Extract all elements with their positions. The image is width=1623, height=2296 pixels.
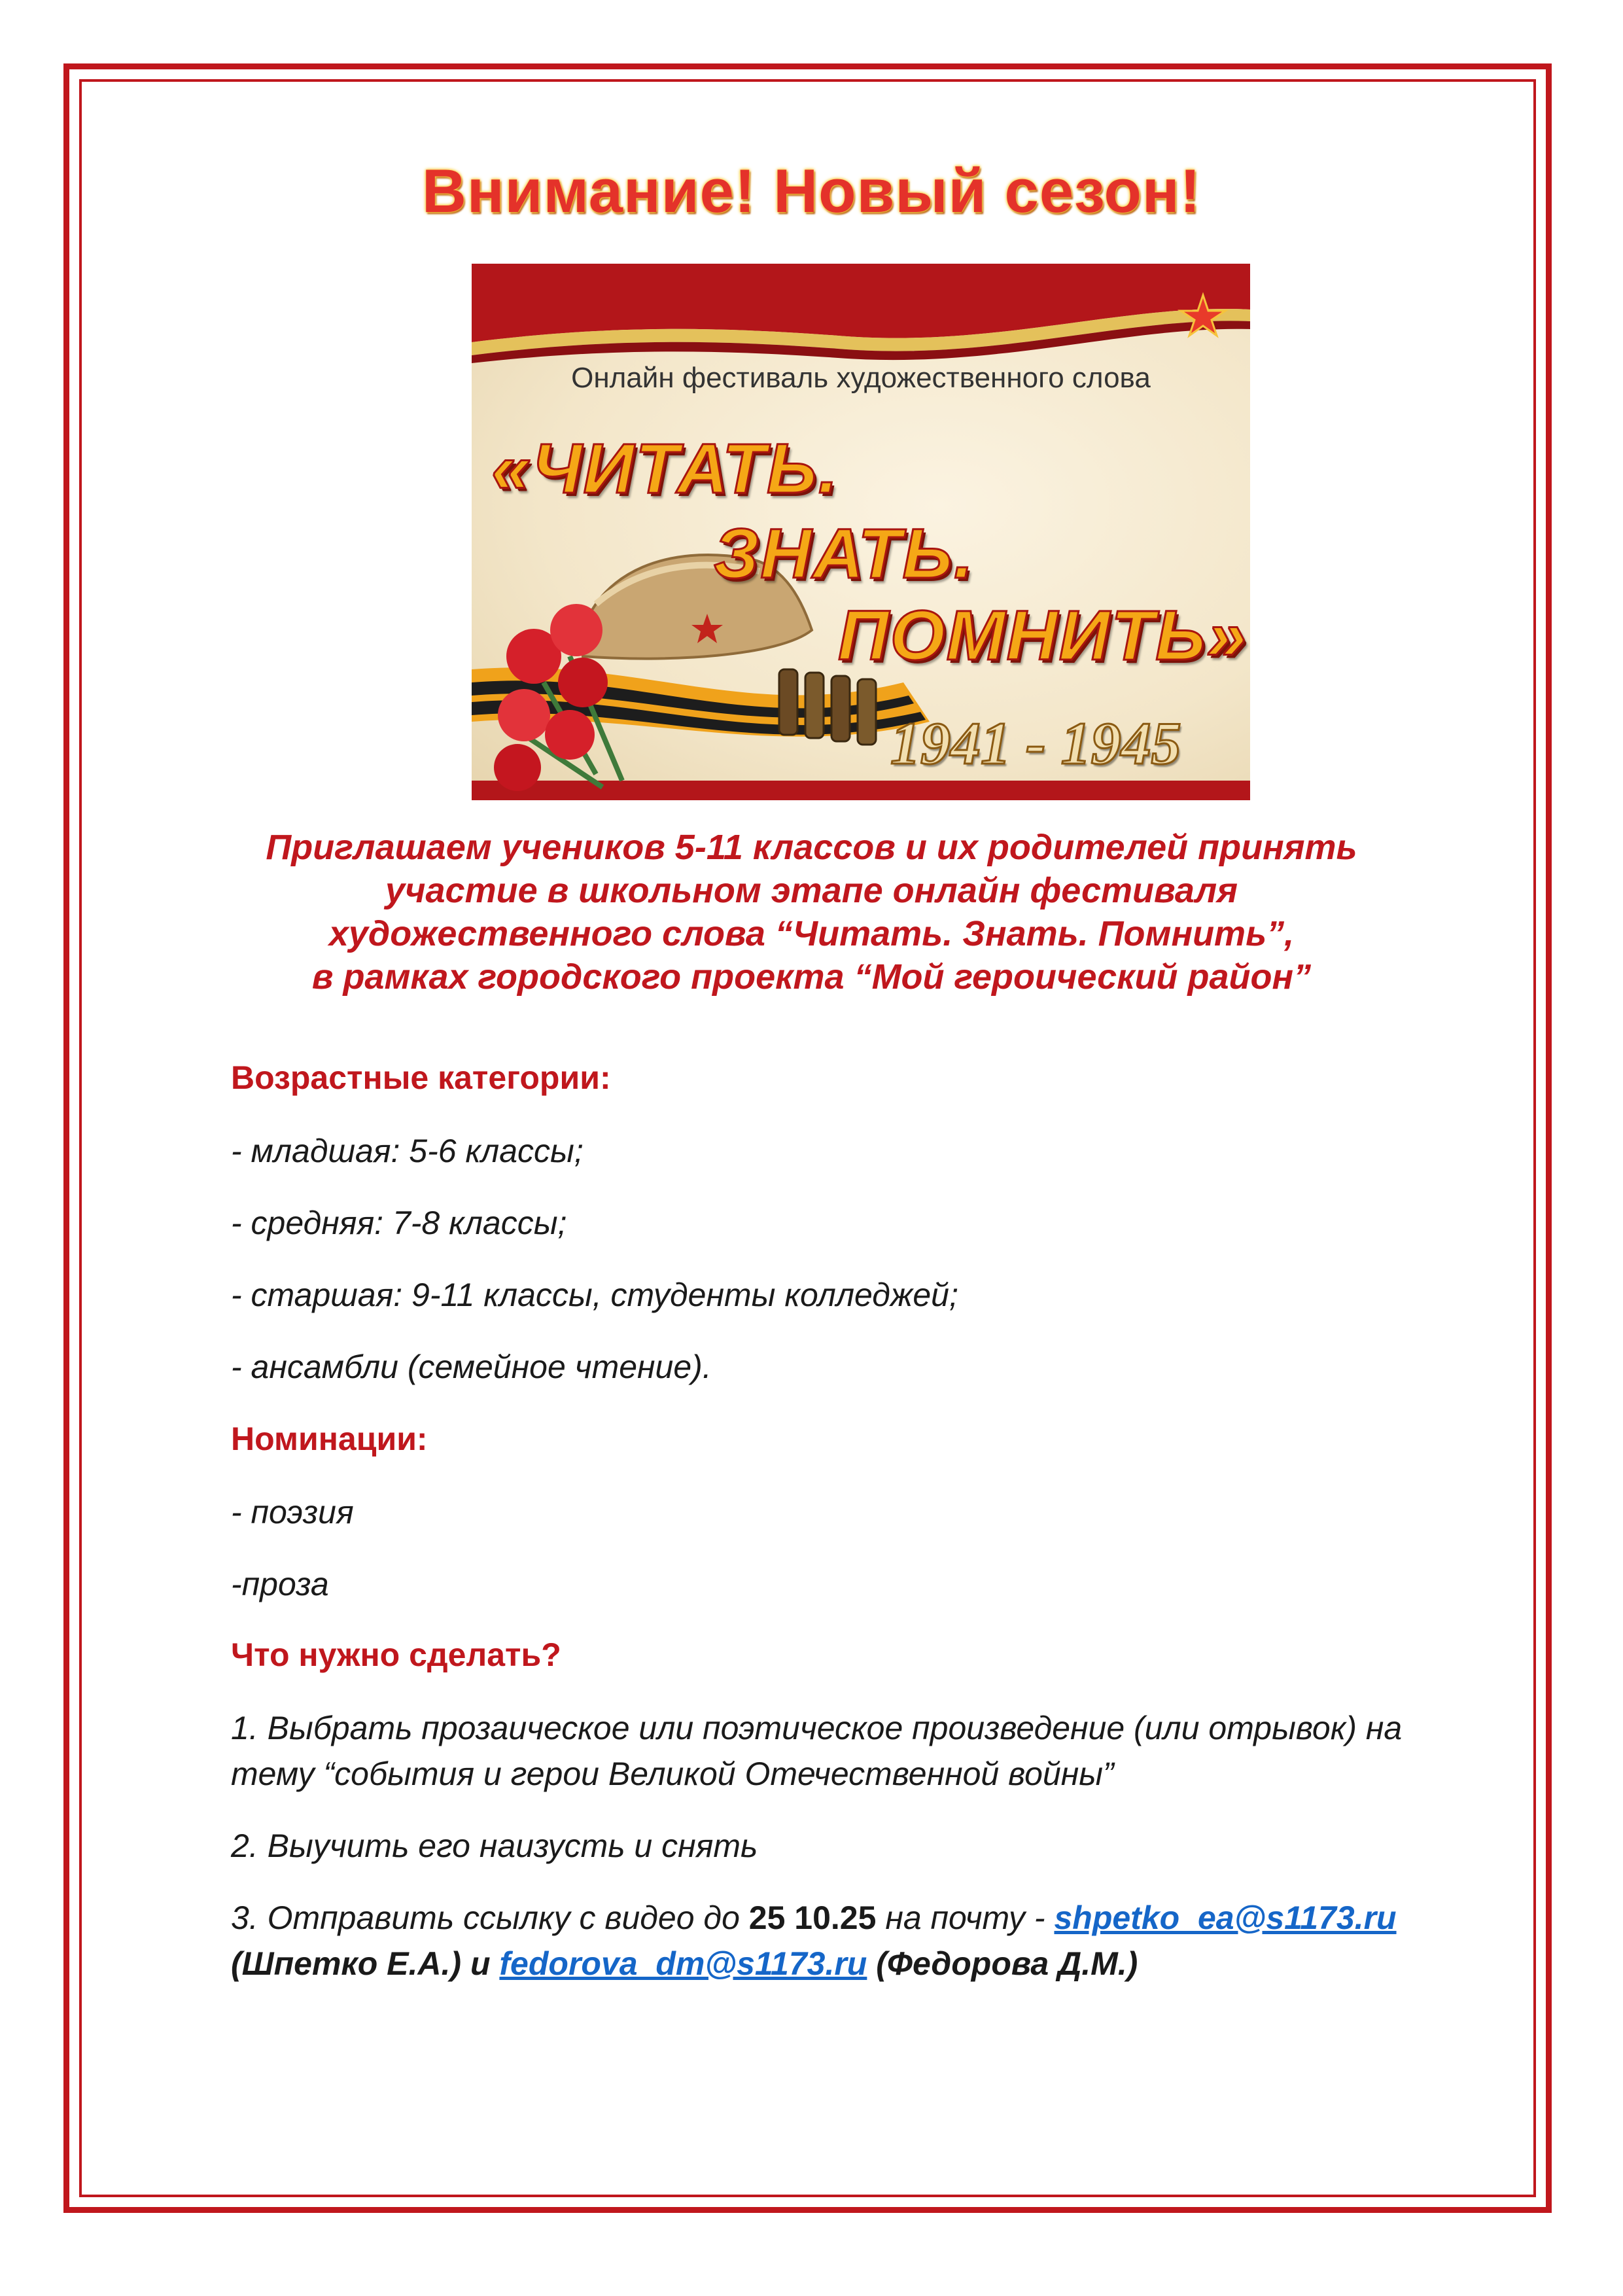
step-3-line-2 <box>231 1945 1138 1983</box>
festival-banner <box>472 264 1250 800</box>
age-category-item: - старшая: 9-11 классы, студенты колледжей; <box>231 1277 958 1313</box>
step-2: 2. Выучить его наизусть и снять <box>231 1828 758 1864</box>
age-categories-heading: Возрастные категории: <box>231 1059 611 1096</box>
invitation-line: в рамках городского проекта “Мой героический район” <box>311 957 1312 997</box>
banner-title-line3: ПОМНИТЬ» <box>838 595 1248 675</box>
contact-shpetko: (Шпетко Е.А.) и <box>231 1945 500 1982</box>
banner-title-line1: «ЧИТАТЬ. <box>491 429 839 508</box>
email-link-shpetko[interactable]: shpetko_ea@s1173.ru <box>1054 1899 1397 1936</box>
step-1-line-1: 1. Выбрать прозаическое или поэтическое произведение (или отрывок) на <box>231 1710 1403 1746</box>
step-3-mid: на почту - <box>876 1899 1055 1936</box>
email-link-fedorova[interactable]: fedorova_dm@s1173.ru <box>499 1945 867 1982</box>
age-category-item: - средняя: 7-8 классы; <box>231 1205 567 1241</box>
nomination-item: - поэзия <box>231 1494 354 1530</box>
banner-subtitle: Онлайн фестиваль художественного слова <box>571 362 1151 394</box>
banner-bottom-strip <box>472 781 1250 800</box>
contact-fedorova: (Федорова Д.М.) <box>867 1945 1138 1982</box>
invitation-text <box>0 826 1623 998</box>
nominations-heading: Номинации: <box>231 1421 428 1457</box>
banner-years: 1941 - 1945 <box>890 710 1181 777</box>
step-3-line-1 <box>231 1899 1397 1937</box>
steps-heading: Что нужно сделать? <box>231 1636 561 1673</box>
invitation-line: художественного слова “Читать. Знать. Помнить”, <box>328 914 1295 953</box>
invitation-line: Приглашаем учеников 5-11 классов и их родителей принять <box>266 828 1357 867</box>
invitation-line: участие в школьном этапе онлайн фестиваля <box>385 871 1238 910</box>
step-1-line-2: тему “события и герои Великой Отечественной войны” <box>231 1756 1114 1792</box>
page-title: Внимание! Новый сезон! <box>422 156 1201 225</box>
deadline-date: 25 10.25 <box>748 1899 877 1936</box>
nomination-item: -проза <box>231 1566 329 1602</box>
age-category-item: - младшая: 5-6 классы; <box>231 1133 584 1169</box>
age-category-item: - ансамбли (семейное чтение). <box>231 1349 712 1385</box>
banner-title-line2: ЗНАТЬ. <box>714 514 975 593</box>
step-3-text: 3. Отправить ссылку с видео до <box>231 1899 749 1936</box>
